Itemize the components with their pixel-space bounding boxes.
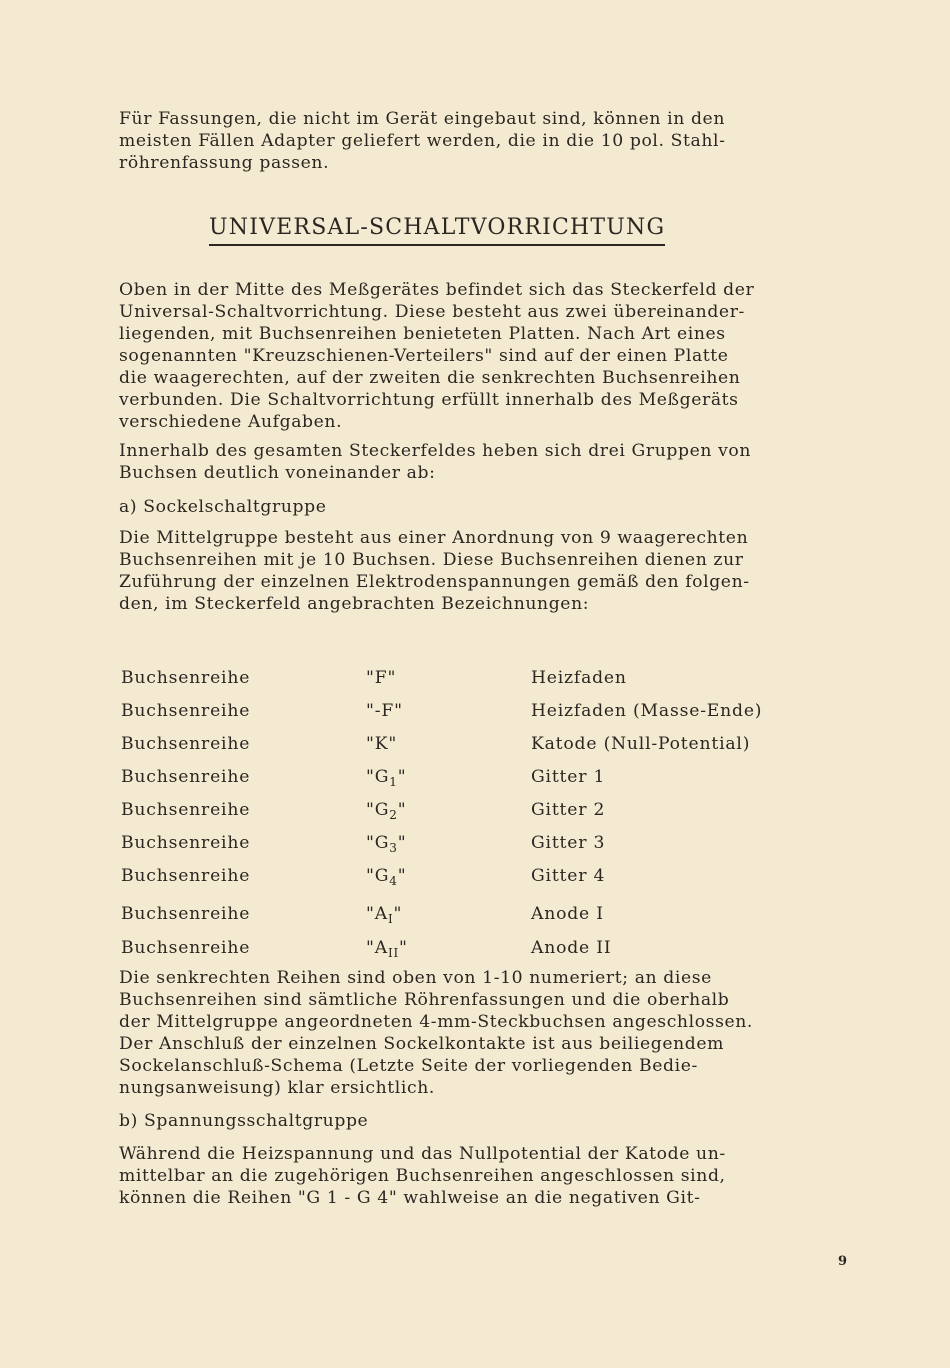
row-description: Anode I <box>531 904 604 924</box>
text-line: Für Fassungen, die nicht im Gerät eingebaut sind, können in den <box>119 109 725 129</box>
code-text: G <box>374 767 390 787</box>
table-row <box>0 904 950 934</box>
row-code: "F" <box>366 668 397 688</box>
row-description: Anode II <box>531 938 612 958</box>
row-code: "$A_{II}$" <box>366 938 408 960</box>
section-heading: UNIVERSAL-SCHALTVORRICHTUNG <box>209 214 665 246</box>
code-text: A <box>374 904 388 924</box>
table-row <box>0 866 950 896</box>
text-line: Innerhalb des gesamten Steckerfeldes heben sich drei Gruppen von <box>119 441 751 461</box>
table-row <box>0 668 950 698</box>
row-code: "$G_3$" <box>366 833 407 855</box>
row-code: "$G_2$" <box>366 800 407 822</box>
row-description: Gitter 2 <box>531 800 606 820</box>
page-number: 9 <box>838 1254 848 1269</box>
text-line: Der Anschluß der einzelnen Sockelkontakte ist aus beiliegendem <box>119 1034 725 1054</box>
code-subscript: 1 <box>389 775 398 789</box>
text-line: verschiedene Aufgaben. <box>119 412 343 432</box>
paragraph-5 <box>119 1143 859 1209</box>
code-text: G <box>374 866 390 886</box>
text-line: der Mittelgruppe angeordneten 4-mm-Steckbuchsen angeschlossen. <box>119 1012 753 1032</box>
table-row <box>0 833 950 863</box>
text-line: liegenden, mit Buchsenreihen benieteten Platten. Nach Art eines <box>119 324 726 344</box>
row-code: "K" <box>366 734 398 754</box>
text-line: Zuführung der einzelnen Elektrodenspannungen gemäß den folgen- <box>119 572 750 592</box>
text-line: a) Sockelschaltgruppe <box>119 497 327 517</box>
text-line: Universal-Schaltvorrichtung. Diese besteht aus zwei übereinander- <box>119 302 745 322</box>
paragraph-2 <box>119 440 859 484</box>
code-text: G <box>374 800 390 820</box>
text-line: Während die Heizspannung und das Nullpotential der Katode un- <box>119 1144 726 1164</box>
table-row <box>0 734 950 764</box>
text-line: b) Spannungsschaltgruppe <box>119 1111 369 1131</box>
row-label: Buchsenreihe <box>121 734 251 754</box>
code-subscript: 2 <box>389 808 398 822</box>
text-line: Die senkrechten Reihen sind oben von 1-10 numeriert; an diese <box>119 968 712 988</box>
row-code: "$G_4$" <box>366 866 407 888</box>
text-line: Oben in der Mitte des Meßgerätes befindet sich das Steckerfeld der <box>119 280 755 300</box>
row-code: "$G_1$" <box>366 767 407 789</box>
table-row <box>0 800 950 830</box>
code-text: G <box>374 833 390 853</box>
code-text: K <box>374 734 389 754</box>
text-line: sogenannten "Kreuzschienen-Verteilers" sind auf der einen Platte <box>119 346 729 366</box>
section-b-title <box>119 1110 859 1132</box>
text-line: Die Mittelgruppe besteht aus einer Anordnung von 9 waagerechten <box>119 528 749 548</box>
text-line: mittelbar an die zugehörigen Buchsenreihen angeschlossen sind, <box>119 1166 726 1186</box>
row-label: Buchsenreihe <box>121 668 251 688</box>
text-line: den, im Steckerfeld angebrachten Bezeichnungen: <box>119 594 590 614</box>
text-line: Sockelanschluß-Schema (Letzte Seite der vorliegenden Bedie- <box>119 1056 698 1076</box>
table-row <box>0 701 950 731</box>
row-label: Buchsenreihe <box>121 800 251 820</box>
text-line: die waagerechten, auf der zweiten die senkrechten Buchsenreihen <box>119 368 741 388</box>
row-label: Buchsenreihe <box>121 701 251 721</box>
code-text: -F <box>374 701 395 721</box>
row-description: Gitter 1 <box>531 767 606 787</box>
row-description: Katode (Null-Potential) <box>531 734 751 754</box>
row-label: Buchsenreihe <box>121 767 251 787</box>
paragraph-3 <box>119 527 859 615</box>
section-a-title <box>119 496 859 518</box>
row-label: Buchsenreihe <box>121 833 251 853</box>
code-subscript: 3 <box>389 841 398 855</box>
code-text: A <box>374 938 388 958</box>
text-line: Buchsenreihen sind sämtliche Röhrenfassungen und die oberhalb <box>119 990 730 1010</box>
row-code: "-F" <box>366 701 403 721</box>
code-subscript: II <box>387 946 400 960</box>
text-line: Buchsenreihen mit je 10 Buchsen. Diese Buchsenreihen dienen zur <box>119 550 744 570</box>
text-line: können die Reihen "G 1 - G 4" wahlweise an die negativen Git- <box>119 1188 701 1208</box>
text-line: meisten Fällen Adapter geliefert werden, die in die 10 pol. Stahl- <box>119 131 726 151</box>
table-row <box>0 938 950 968</box>
row-label: Buchsenreihe <box>121 866 251 886</box>
row-description: Gitter 4 <box>531 866 606 886</box>
text-line: röhrenfassung passen. <box>119 153 330 173</box>
row-label: Buchsenreihe <box>121 904 251 924</box>
intro-paragraph <box>119 108 859 174</box>
row-code: "$A_I$" <box>366 904 403 926</box>
text-line: verbunden. Die Schaltvorrichtung erfüllt innerhalb des Meßgeräts <box>119 390 739 410</box>
row-description: Heizfaden <box>531 668 627 688</box>
text-line: nungsanweisung) klar ersichtlich. <box>119 1078 435 1098</box>
row-description: Heizfaden (Masse-Ende) <box>531 701 763 721</box>
paragraph-4 <box>119 967 859 1099</box>
code-subscript: 4 <box>389 874 398 888</box>
code-text: F <box>374 668 388 688</box>
row-description: Gitter 3 <box>531 833 606 853</box>
row-label: Buchsenreihe <box>121 938 251 958</box>
code-subscript: I <box>387 912 394 926</box>
table-row <box>0 767 950 797</box>
text-line: Buchsen deutlich voneinander ab: <box>119 463 436 483</box>
paragraph-1 <box>119 279 859 433</box>
